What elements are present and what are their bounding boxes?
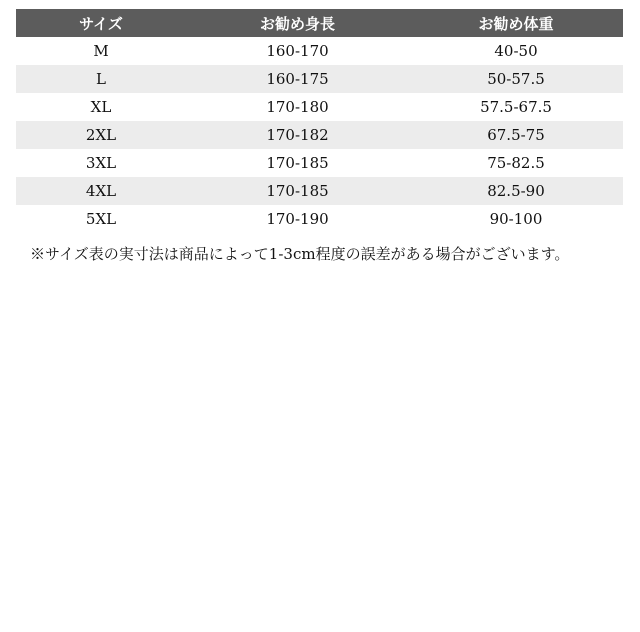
cell-weight: 40-50 bbox=[494, 42, 538, 60]
cell-size: L bbox=[16, 65, 186, 93]
header-size: サイズ bbox=[16, 9, 186, 37]
cell-size: 3XL bbox=[85, 154, 117, 172]
table-row bbox=[16, 93, 623, 121]
table-row bbox=[16, 149, 623, 177]
cell-weight: 57.5-67.5 bbox=[480, 98, 552, 116]
cell-weight: 90-100 bbox=[489, 210, 543, 228]
header-recommended-weight: お勧め体重 bbox=[409, 9, 623, 37]
cell-height: 170-190 bbox=[266, 210, 329, 228]
cell-weight: 82.5-90 bbox=[409, 177, 623, 205]
cell-size: 5XL bbox=[85, 210, 117, 228]
table-row bbox=[16, 177, 623, 205]
cell-weight: 67.5-75 bbox=[409, 121, 623, 149]
size-disclaimer-note: ※サイズ表の実寸法は商品によって1-3cm程度の誤差がある場合がございます。 bbox=[30, 245, 570, 263]
cell-height: 170-185 bbox=[186, 177, 409, 205]
cell-height: 160-170 bbox=[266, 42, 329, 60]
cell-size: 2XL bbox=[16, 121, 186, 149]
table-row bbox=[16, 65, 623, 93]
cell-height: 170-182 bbox=[186, 121, 409, 149]
cell-height: 170-185 bbox=[266, 154, 329, 172]
cell-size: M bbox=[93, 42, 109, 60]
table-row bbox=[16, 205, 623, 233]
cell-size: XL bbox=[90, 98, 112, 116]
cell-weight: 50-57.5 bbox=[409, 65, 623, 93]
table-row bbox=[16, 121, 623, 149]
size-table bbox=[16, 9, 623, 233]
cell-height: 170-180 bbox=[266, 98, 329, 116]
table-row bbox=[16, 37, 623, 65]
cell-height: 160-175 bbox=[186, 65, 409, 93]
cell-size: 4XL bbox=[16, 177, 186, 205]
cell-weight: 75-82.5 bbox=[487, 154, 545, 172]
table-header-row bbox=[16, 9, 623, 37]
header-recommended-height: お勧め身長 bbox=[186, 9, 409, 37]
